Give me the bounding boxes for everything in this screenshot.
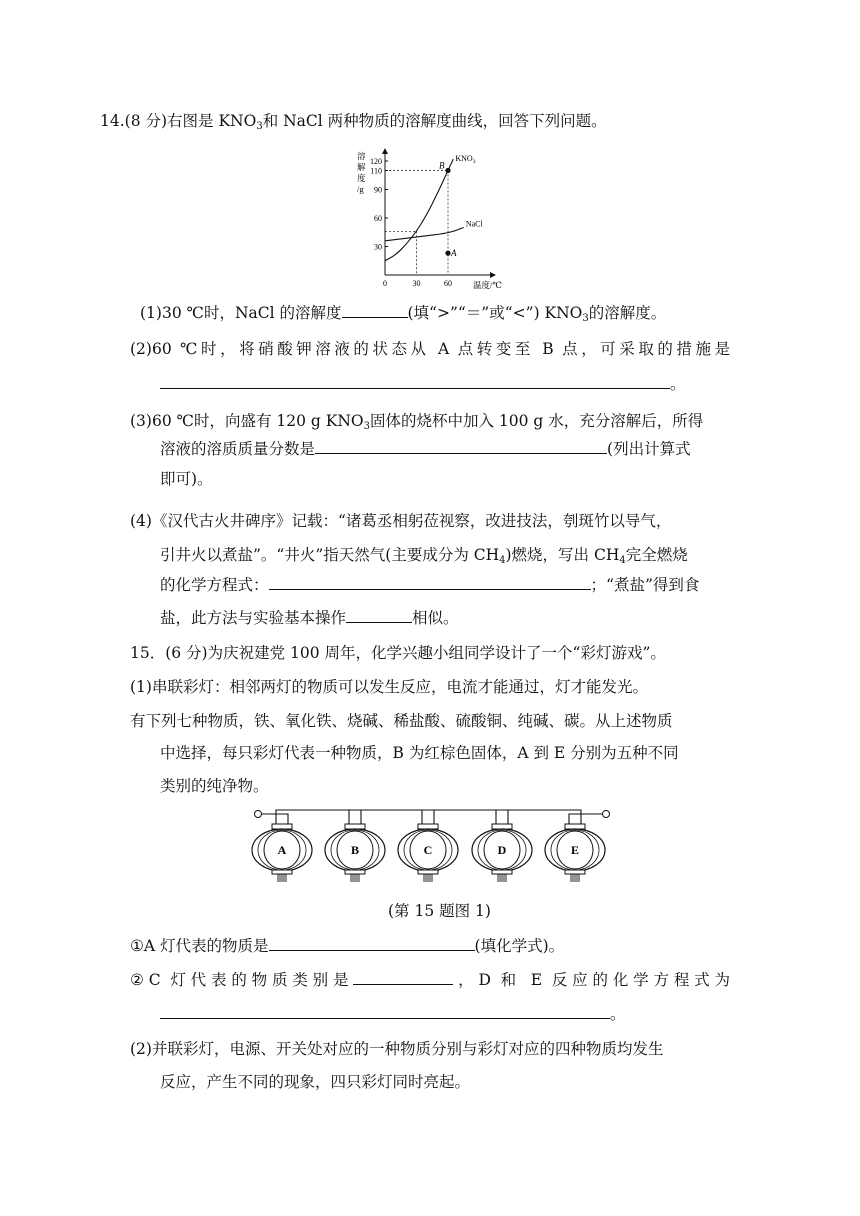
q14-part3-line2: 溶液的溶质质量分数是 (列出计算式 xyxy=(160,437,691,460)
figure-caption: (第 15 题图 1) xyxy=(388,902,491,920)
answer-blank[interactable] xyxy=(160,1002,610,1019)
y-tick-label: 60 xyxy=(374,214,382,223)
y-tick-label: 30 xyxy=(374,242,382,252)
lantern-bottom xyxy=(418,870,438,874)
wire-right xyxy=(569,814,603,824)
point-label-a: A xyxy=(451,248,457,259)
answer-blank[interactable] xyxy=(346,606,412,623)
chart-xlabel: 温度/℃ xyxy=(473,280,502,290)
q15-question2-answer: 。 xyxy=(160,1002,626,1025)
lantern-label: A xyxy=(277,843,287,857)
lantern-e xyxy=(545,824,605,882)
wire-between xyxy=(422,810,508,824)
wire-between xyxy=(496,810,581,824)
answer-blank[interactable] xyxy=(269,573,591,590)
q14-part2: (2)60 ℃时，将硝酸钾溶液的状态从 A 点转变至 B 点，可采取的措施是 xyxy=(130,340,730,358)
q14-part3-line3: 即可)。 xyxy=(160,470,213,488)
q14-part4: (4)《汉代古火井碑序》记载：“诸葛丞相躬莅视察，改进技法，刳斑竹以导气， xyxy=(130,512,672,530)
lantern-b xyxy=(325,824,385,882)
lantern-bottom xyxy=(272,870,292,874)
solubility-chart xyxy=(355,145,525,295)
lantern-bottom xyxy=(345,870,365,874)
answer-blank[interactable] xyxy=(342,301,408,318)
lantern-cap xyxy=(345,824,365,829)
chart-ylabel: 溶解度/g xyxy=(357,151,366,194)
answer-blank[interactable] xyxy=(160,372,670,389)
q15-list-line3: 类别的纯净物。 xyxy=(160,777,269,795)
power-terminal-right xyxy=(603,811,610,818)
lantern-cap xyxy=(272,824,292,829)
q14-part4-line2: 引井火以煮盐”。“井火”指天然气(主要成分为 $CH_4$)燃烧，写出 $CH_4$完全燃烧 xyxy=(160,546,688,566)
answer-blank[interactable] xyxy=(353,968,453,985)
lantern-cap xyxy=(565,824,585,829)
lantern-cap xyxy=(418,824,438,829)
q15-stem: 15．(6 分)为庆祝建党 100 周年，化学兴趣小组同学设计了一个“彩灯游戏”。 xyxy=(130,644,666,662)
x-tick-label: 30 xyxy=(412,279,421,288)
q15-part2-line2: 反应，产生不同的现象，四只彩灯同时亮起。 xyxy=(160,1073,471,1091)
lantern-circuit-diagram xyxy=(250,806,620,886)
answer-blank[interactable] xyxy=(269,934,475,951)
x-tick-label: 0 xyxy=(383,279,387,288)
y-tick-label: 110 xyxy=(370,166,382,176)
nacl-series-line xyxy=(385,228,464,241)
power-terminal-left xyxy=(255,811,262,818)
y-tick-label: 120 xyxy=(370,157,382,166)
point-b xyxy=(445,168,450,173)
lantern-label: B xyxy=(350,843,360,857)
q15-list-line1: 有下列七种物质，铁、氧化铁、烧碱、稀盐酸、硫酸铜、纯碱、碳。从上述物质 xyxy=(130,712,673,730)
q15-question2: ②C 灯代表的物质类别是 ，D 和 E 反应的化学方程式为 xyxy=(130,968,730,991)
lantern-label: E xyxy=(570,843,580,857)
q15-question1: ①A 灯代表的物质是 (填化学式)。 xyxy=(130,934,564,957)
wire-between xyxy=(276,810,361,824)
q14-part3: (3)60 ℃时，向盛有 120 g $KNO_3$固体的烧杯中加入 100 g 水，充分溶解后，所得 xyxy=(130,412,704,432)
lantern-label: C xyxy=(423,843,433,857)
lantern-bottom xyxy=(492,870,512,874)
point-a xyxy=(445,251,450,256)
answer-blank[interactable] xyxy=(315,437,607,454)
q14-part2-answer: 。 xyxy=(160,372,686,395)
lantern-cap xyxy=(492,824,512,829)
nacl-series-label: NaCl xyxy=(465,219,483,229)
q15-part1: (1)串联彩灯：相邻两灯的物质可以发生反应，电流才能通过，灯才能发光。 xyxy=(130,678,648,696)
q14-stem: 14.(8 分)右图是 $KNO_3$和 NaCl 两种物质的溶解度曲线，回答下列问题。 xyxy=(100,112,607,132)
q15-list-line2: 中选择，每只彩灯代表一种物质，B 为红棕色固体，A 到 E 分别为五种不同 xyxy=(160,744,679,762)
wire-between xyxy=(349,810,434,824)
wire-left xyxy=(262,814,289,824)
kno3-series-label: $KNO_3$ xyxy=(455,154,476,165)
q14-part1: (1)30 ℃时，NaCl 的溶解度 (填“>”“＝”或“<”) $KNO_3$的溶解度。 xyxy=(140,301,666,324)
lantern-label: D xyxy=(497,843,507,857)
lantern-d xyxy=(472,824,532,882)
q15-part2: (2)并联彩灯，电源、开关处对应的一种物质分别与彩灯对应的四种物质均发生 xyxy=(130,1040,664,1058)
x-tick-label: 60 xyxy=(444,279,452,288)
lantern-bottom xyxy=(565,870,585,874)
y-tick-label: 90 xyxy=(374,185,382,195)
lantern-a xyxy=(252,824,312,882)
kno3-series-line xyxy=(385,159,453,261)
lantern-c xyxy=(398,824,458,882)
q14-part4-line3: 的化学方程式： ；“煮盐”得到食 xyxy=(160,573,699,596)
point-label-b: B xyxy=(439,160,445,171)
q14-part4-line4: 盐，此方法与实验基本操作 相似。 xyxy=(160,606,459,629)
